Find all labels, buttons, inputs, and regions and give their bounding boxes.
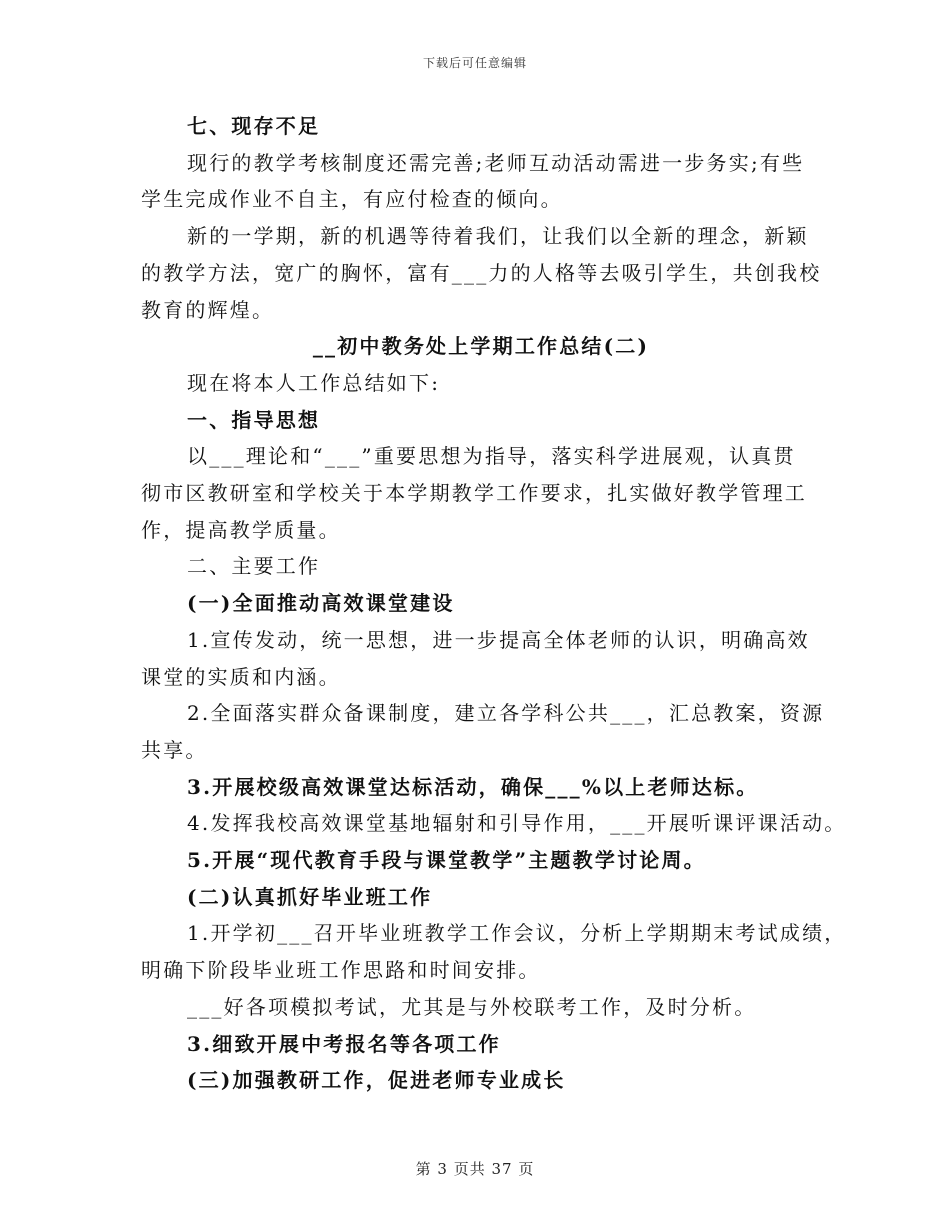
paragraph-line: 现行的教学考核制度还需完善;老师互动活动需进一步务实;有些 <box>187 150 805 175</box>
document-body <box>141 108 847 1099</box>
paragraph-line: 教育的辉煌。 <box>141 297 275 322</box>
list-item-line: 4.发挥我校高效课堂基地辐射和引导作用，___开展听课评课活动。 <box>187 811 847 836</box>
paragraph-line: 课堂的实质和内涵。 <box>141 664 341 689</box>
paragraph-line: 明确下阶段毕业班工作思路和时间安排。 <box>141 958 541 983</box>
list-item-line: 1.开学初___召开毕业班教学工作会议，分析上学期期末考试成绩， <box>187 921 847 946</box>
paragraph-line: ___好各项模拟考试，尤其是与外校联考工作，及时分析。 <box>187 994 757 1019</box>
list-item-line: 2.全面落实群众备课制度，建立各学科公共___，汇总教案，资源 <box>187 701 825 726</box>
paragraph-line: 作，提高教学质量。 <box>141 517 341 542</box>
page-number: 第 3 页共 37 页 <box>415 1160 535 1178</box>
list-item-line: 3.开展校级高效课堂达标活动，确保___%以上老师达标。 <box>187 774 759 799</box>
section-heading-guiding-ideology: 一、指导思想 <box>187 407 321 432</box>
list-item-line: 5.开展“现代教育手段与课堂教学”主题教学讨论周。 <box>187 848 706 873</box>
subsection-heading: (二)认真抓好毕业班工作 <box>187 884 433 909</box>
subsection-heading: (一)全面推动高效课堂建设 <box>187 591 455 616</box>
paragraph-line: 学生完成作业不自主，有应付检查的倾向。 <box>141 187 563 212</box>
paragraph-line: 彻市区教研室和学校关于本学期教学工作要求，扎实做好教学管理工 <box>141 481 807 506</box>
list-item-line: 1.宣传发动，统一思想，进一步提高全体老师的认识，明确高效 <box>187 627 810 652</box>
paragraph-line: 新的一学期，新的机遇等待着我们，让我们以全新的理念，新颖 <box>187 224 809 249</box>
section-heading-deficiencies: 七、现存不足 <box>187 114 321 138</box>
list-item-line: 3.细致开展中考报名等各项工作 <box>187 1031 501 1056</box>
paragraph-line: 以___理论和“___”重要思想为指导，落实科学进展观，认真贯 <box>187 444 796 469</box>
page-header-note: 下载后可任意编辑 <box>422 56 527 70</box>
document-title: __初中教务处上学期工作总结(二) <box>312 334 650 359</box>
subsection-heading: (三)加强教研工作，促进老师专业成长 <box>187 1068 566 1093</box>
paragraph-line: 的教学方法，宽广的胸怀，富有___力的人格等去吸引学生，共创我校 <box>141 260 822 285</box>
paragraph-line: 共享。 <box>141 737 208 762</box>
section-heading-main-work: 二、主要工作 <box>187 554 321 579</box>
paragraph-line: 现在将本人工作总结如下: <box>187 370 441 395</box>
